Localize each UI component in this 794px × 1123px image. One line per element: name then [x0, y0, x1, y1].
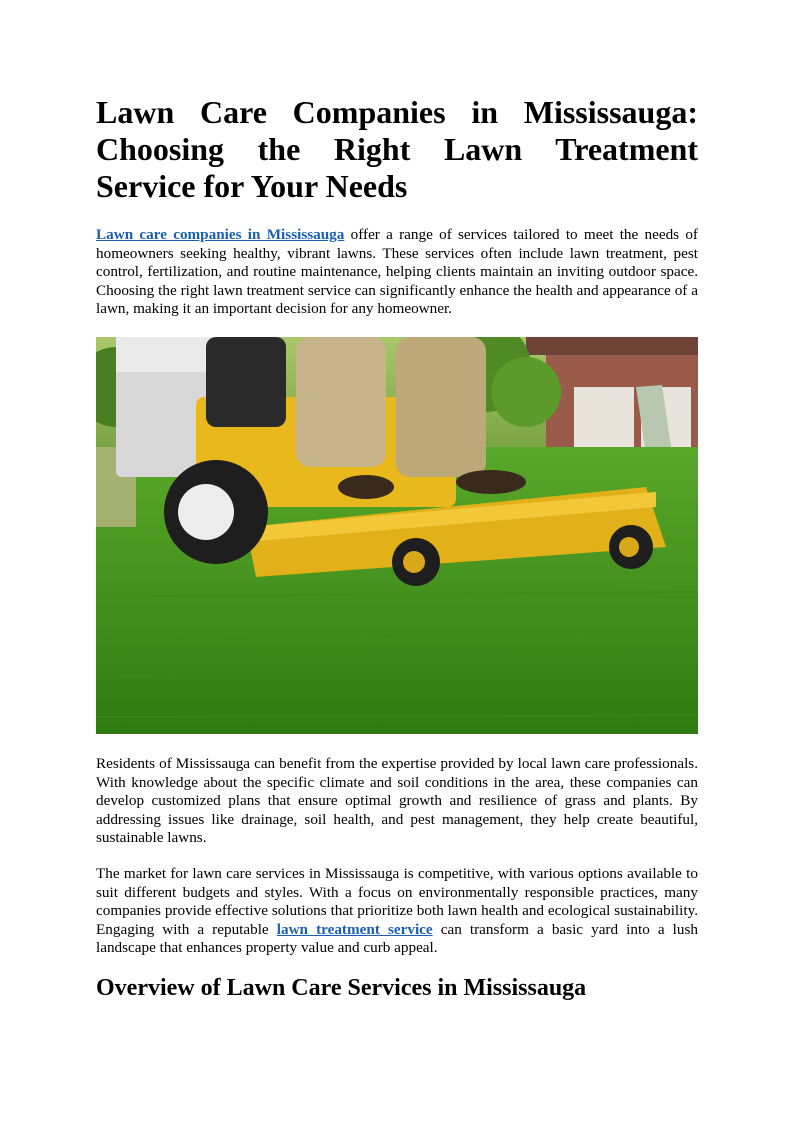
market-paragraph-text-start: The market for lawn care services in Mississauga is competitive, with various options available to suit different budgets and styles. With a focus on environmentally responsible practices, many companies provide effective solutions that prioritize both lawn health and ecological sustainability. Engaging with a reputable [96, 865, 698, 938]
intro-paragraph-text: offer a range of services tailored to meet the needs of homeowners seeking healthy, vibrant lawns. These services often include lawn treatment, pest control, fertilization, and routine maintenance, helping clients maintain an inviting outdoor space. Choosing the right lawn treatment service can significantly enhance the health and appearance of a lawn, making it an important decision for any homeowner. [96, 226, 698, 318]
intro-paragraph [96, 226, 698, 319]
lawn-care-companies-link[interactable]: Lawn care companies in Mississauga [96, 226, 345, 243]
page-title: Lawn Care Companies in Mississauga: Choosing the Right Lawn Treatment Service for Your Needs [96, 94, 698, 204]
market-paragraph-text-end: can transform a basic yard into a lush landscape that enhances property value and curb appeal. [96, 920, 699, 957]
lawn-treatment-service-link[interactable]: lawn treatment service [276, 920, 433, 938]
section-heading: Overview of Lawn Care Services in Mississauga [96, 975, 587, 1001]
market-paragraph [96, 865, 698, 958]
benefits-paragraph: Residents of Mississauga can benefit from the expertise provided by local lawn care professionals. With knowledge about the specific climate and soil conditions in the area, these companies can develop customized plans that ensure optimal growth and resilience of grass and plants. By addressing issues like drainage, soil health, and pest management, they help create beautiful, sustainable lawns. [96, 755, 698, 847]
lawn-mower-photo [96, 337, 698, 734]
